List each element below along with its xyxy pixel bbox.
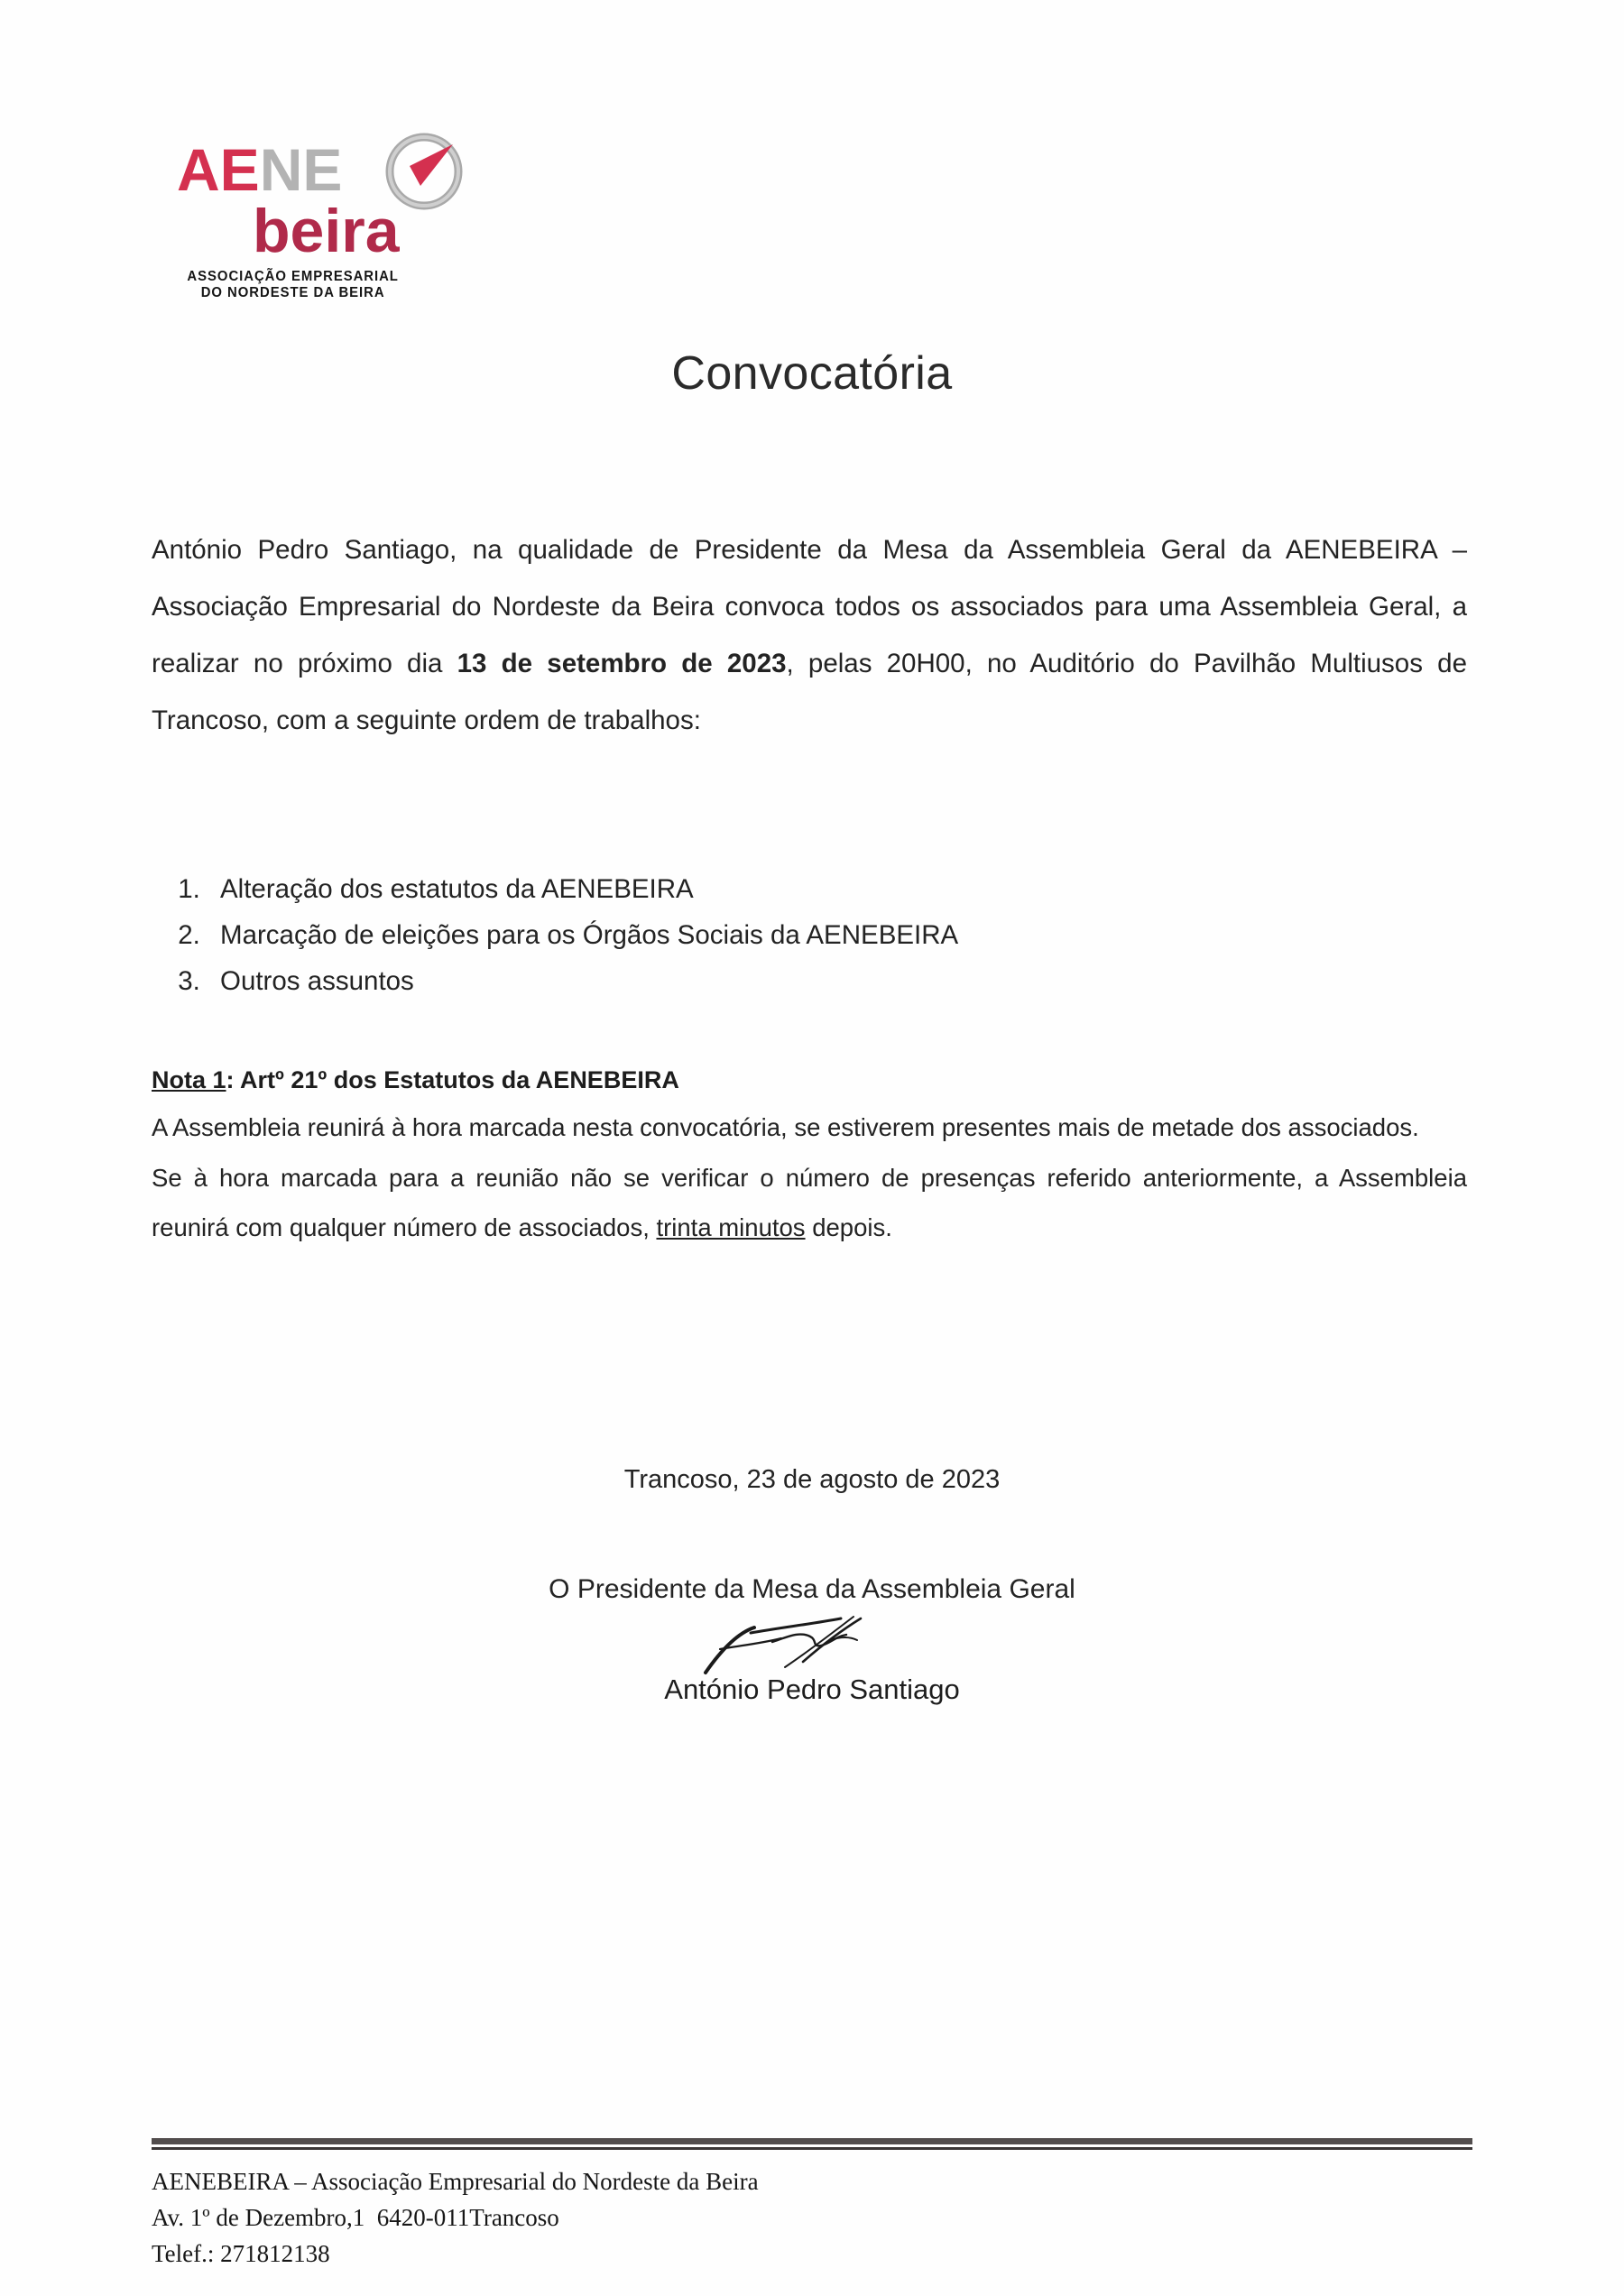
footer-line-organization: AENEBEIRA – Associação Empresarial do Nordeste da Beira — [152, 2168, 759, 2195]
footer-rule-thin — [152, 2147, 1472, 2150]
note-heading — [152, 1063, 1467, 1097]
note-heading-rest: : Artº 21º dos Estatutos da AENEBEIRA — [226, 1066, 679, 1093]
footer-divider — [152, 2138, 1472, 2150]
logo-text-ae: AE — [177, 136, 260, 203]
note-paragraph-2-part2: depois. — [805, 1213, 892, 1241]
logo-text-ne: NE — [259, 136, 343, 203]
body-section — [152, 521, 1467, 749]
note-paragraph-2-part1: Se à hora marcada para a reunião não se verificar o número de presenças referido anteriormente, a Assembleia reunirá com qualquer número de associados, — [152, 1164, 1467, 1241]
logo-tagline-line2: DO NORDESTE DA BEIRA — [200, 285, 385, 300]
note-paragraph-2-underline: trinta minutos — [656, 1213, 806, 1241]
logo-wordmark — [177, 135, 475, 204]
footer-contact-info — [152, 2163, 1469, 2272]
organization-logo — [177, 135, 475, 301]
signature-block — [0, 1462, 1624, 1709]
handwritten-signature-icon — [0, 1609, 1624, 1676]
logo-tagline — [177, 269, 409, 301]
note-paragraph-2 — [152, 1153, 1467, 1252]
footer-line-phone: Telef.: 271812138 — [152, 2240, 330, 2267]
list-item: 2. Marcação de eleições para os Órgãos Sociais da AENEBEIRA — [208, 912, 1415, 958]
signatory-role: O Presidente da Mesa da Assembleia Geral — [549, 1574, 1075, 1604]
page-title: Convocatória — [671, 347, 953, 400]
footer-line-address: Av. 1º de Dezembro,1 6420-011Trancoso — [152, 2204, 559, 2231]
agenda-ordered-list — [152, 866, 1415, 1004]
place-and-date: Trancoso, 23 de agosto de 2023 — [623, 1465, 1001, 1494]
note-label: Nota 1 — [152, 1066, 226, 1093]
logo-text-beira: beira — [253, 197, 400, 265]
intro-paragraph-part2: , pelas 20H00, no Auditório do Pavilhão Multiusos de Trancoso, com a seguinte ordem de trabalhos: — [152, 649, 1467, 735]
note-paragraph-1: A Assembleia reunirá à hora marcada nesta convocatória, se estiverem presentes mais de metade dos associados. — [152, 1113, 1419, 1141]
list-item: 1. Alteração dos estatutos da AENEBEIRA — [208, 866, 1415, 912]
list-item: 3. Outros assuntos — [208, 958, 1415, 1004]
compass-circle-icon — [383, 130, 466, 213]
intro-paragraph-part1: António Pedro Santiago, na qualidade de Presidente da Mesa da Assembleia Geral da AENEBEIRA – Associação Empresarial do Nordeste da Beira convoca todos os associados para uma Assembleia Geral, a realizar no próximo dia — [152, 535, 1467, 678]
meeting-date-bold: 13 de setembro de 2023 — [457, 649, 787, 678]
intro-paragraph — [152, 521, 1467, 749]
agenda-list — [152, 866, 1415, 1004]
logo-tagline-line1: ASSOCIAÇÃO EMPRESARIAL — [187, 269, 399, 284]
footer-rule-thick — [152, 2138, 1472, 2144]
signatory-name: António Pedro Santiago — [664, 1674, 960, 1705]
note-section — [152, 1063, 1467, 1252]
